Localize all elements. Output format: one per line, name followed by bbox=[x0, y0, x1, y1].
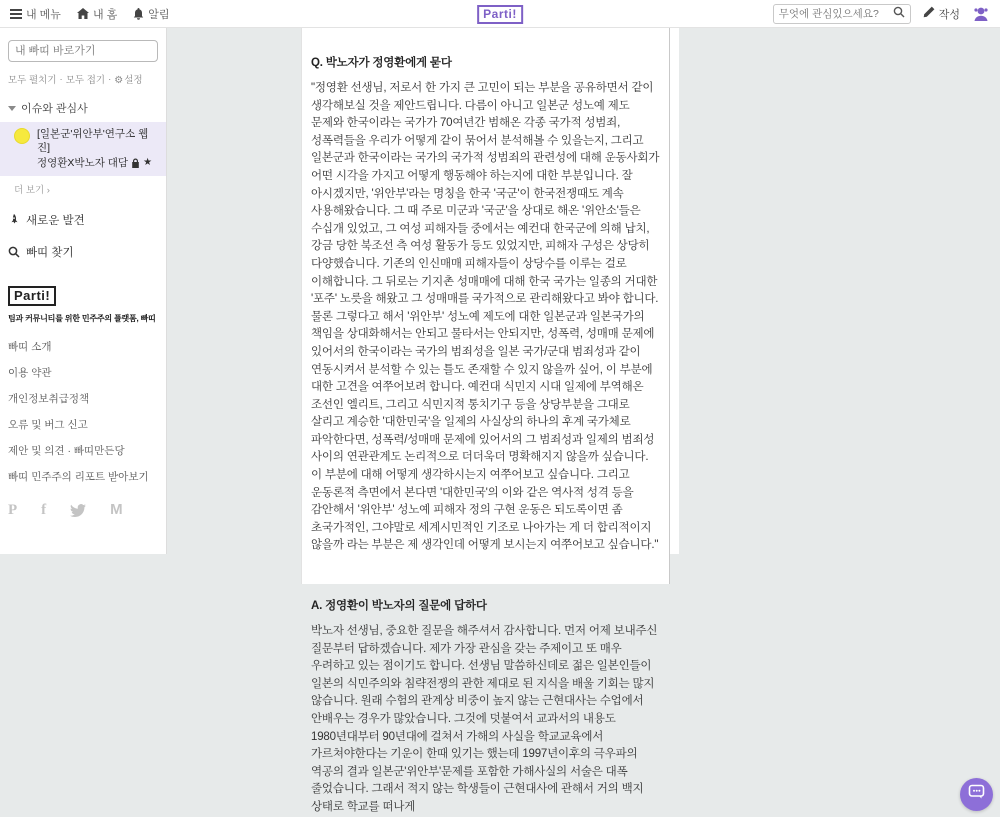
group-name-line1: [일본군'위안부'연구소 웹진] bbox=[37, 128, 149, 154]
left-sidebar bbox=[0, 28, 167, 554]
footer-link-bug-report[interactable]: 오류 및 버그 신고 bbox=[8, 419, 88, 431]
facebook-icon[interactable]: f bbox=[41, 502, 47, 518]
parti-footer-logo: Parti! bbox=[8, 286, 56, 306]
hamburger-icon bbox=[10, 9, 22, 19]
settings-button[interactable]: ⚙ 설정 bbox=[114, 72, 142, 86]
answer-heading: A. 정영환이 박노자의 질문에 답하다 bbox=[311, 600, 487, 613]
lock-icon bbox=[131, 158, 140, 168]
compose-button[interactable] bbox=[923, 6, 960, 22]
group-avatar bbox=[14, 128, 30, 144]
twitter-icon[interactable] bbox=[70, 504, 86, 517]
search-box[interactable] bbox=[773, 4, 911, 24]
sidebar-tools bbox=[8, 72, 158, 86]
rocket-icon bbox=[8, 214, 20, 226]
separator: · bbox=[59, 73, 63, 85]
chat-fab-button[interactable] bbox=[960, 778, 993, 811]
parti-tagline: 팀과 커뮤니티를 위한 민주주의 플랫폼, 빠띠 bbox=[8, 314, 156, 323]
chat-bubble-icon bbox=[968, 784, 985, 805]
compose-label: 작성 bbox=[938, 8, 960, 21]
my-home-label: 내 홈 bbox=[92, 8, 118, 21]
alerts-button[interactable] bbox=[133, 6, 169, 22]
discover-label: 새로운 발견 bbox=[26, 215, 85, 227]
search-icon bbox=[8, 246, 20, 258]
section-title: 이슈와 관심사 bbox=[21, 103, 88, 115]
footer-link-terms[interactable]: 이용 약관 bbox=[8, 367, 52, 379]
sidebar-item-selected-group[interactable] bbox=[0, 122, 166, 176]
star-icon bbox=[143, 155, 152, 170]
sidebar-item-discover[interactable] bbox=[8, 212, 158, 228]
my-parti-shortcut-input[interactable] bbox=[8, 40, 158, 62]
footer-link-privacy[interactable]: 개인정보취급정책 bbox=[8, 393, 90, 405]
gear-icon bbox=[114, 75, 124, 86]
chevron-down-icon bbox=[8, 106, 16, 111]
sidebar-item-find-parti[interactable] bbox=[8, 244, 158, 260]
bell-icon bbox=[133, 8, 144, 20]
find-parti-label: 빠띠 찾기 bbox=[26, 247, 74, 259]
group-name-line2: 정영환X박노자 대담 bbox=[37, 156, 129, 169]
parti-logo[interactable]: Parti! bbox=[477, 5, 523, 24]
sidebar-footer bbox=[8, 286, 158, 518]
more-button[interactable]: 더 보기 › bbox=[14, 182, 158, 196]
my-menu-button[interactable] bbox=[10, 6, 61, 22]
home-icon bbox=[77, 8, 89, 19]
parti-icon[interactable]: P bbox=[8, 502, 18, 518]
medium-icon[interactable]: M bbox=[110, 501, 123, 518]
separator: · bbox=[108, 73, 112, 85]
article-card bbox=[301, 28, 670, 813]
search-icon[interactable] bbox=[893, 5, 905, 23]
main-content-area bbox=[167, 28, 1000, 813]
footer-link-report-subscribe[interactable]: 빠띠 민주주의 리포트 받아보기 bbox=[8, 471, 149, 483]
expand-all-button[interactable]: 모두 펼치기 bbox=[8, 75, 57, 86]
my-home-button[interactable] bbox=[77, 6, 117, 22]
alerts-label: 알림 bbox=[148, 8, 170, 21]
footer-link-about[interactable]: 빠띠 소개 bbox=[8, 341, 52, 353]
question-heading: Q. 박노자가 정영환에게 묻다 bbox=[311, 57, 452, 69]
answer-body: 박노자 선생님, 중요한 질문을 해주셔서 감사합니다. 먼저 어제 보내주신 질문부터 답하겠습니다. 제가 가장 관심을 갖는 주제이고 또 매우 우려하고 있는 점이기도 합니다. 선생님 말씀하신데로 젊은 일본인들이 일본의 식민주의와 침략전쟁의 관한 제대로 된 지식을 배울 기회는 많지 않습니다. 원래 수험의 관계상 비중이 높지 않는 근현대사는 수업에서 안배우는 경우가 많았습니다. 그것에 덧붙여서 교과서의 내용도 1980년대부터 90년대에 걸쳐서 가해의 사실을 학교교육에서 가르쳐야한다는 기운이 한때 있기는 했는데 1997년이후의 극우파의 역공의 결과 일본군'위안부'문제를 포함한 가해사실의 서술은 대폭 줄었습니다. 그래서 적지 않는 학생들이 근현대사에 관해서 거의 백지 상태로 학교를 떠나게 bbox=[311, 625, 658, 813]
my-menu-label: 내 메뉴 bbox=[26, 8, 61, 21]
search-input[interactable] bbox=[779, 8, 893, 20]
collapse-all-button[interactable]: 모두 접기 bbox=[65, 75, 106, 86]
user-avatar[interactable] bbox=[972, 5, 990, 23]
article-card-edge bbox=[670, 28, 679, 554]
question-body: "정영환 선생님, 저로서 한 가지 큰 고민이 되는 부분을 공유하면서 같이 생각해보실 것을 제안드립니다. 다름이 아니고 일본군 성노예 제도 문제와 한국이라는 국가가 70여년간 범해온 각종 국가적 성범죄, 성폭력들을 우리가 어떻게 같이 묶어서 분석해볼 수 있을는지, 그리고 일본군과 한국이라는 국가의 국가적 성범죄의 관련성에 대해 운동사회가 어떤 시각을 가지고 어떻게 행동해야 하는지에 대한 부분입니다. 잘 아시겠지만, '위안부'라는 명칭을 한국 '국군'이 한국전쟁때도 계속 사용해왔습니다. 그 때 주로 미군과 '국군'을 상대로 해온 '위안소'들은 수십개 있었고, 그 여성 피해자들 중에서는 예컨대 한국군에 의해 납치, 강금 당한 북조선 측 여성 활동가 등도 있었지만, 피해자 구성은 상당히 다양했습니다. 기존의 인신매매 피해자들이 상당수를 이루는 걸로 이해합니다. 그 뒤로는 기지촌 성매매에 대해 한국 국가는 일종의 거대한 '포주' 노릇을 해왔고 그 성매매를 국가적으로 관리해왔다고 봐야 합니다. 물론 그렇다고 해서 '위안부' 성노예 제도에 대한 일본군과 일본국가의 책임을 상대화해서는 안되고 물타서는 안되지만, 성폭력, 성매매 문제에 있어서의 한국이라는 국가의 범죄성을 일본 국가/군대 범죄성과 같이 연동시켜서 분석할 수 있는 틀도 존재할 수 있지 않을까 싶어, 이 부분에 대한 고견을 여쭈어보려 합니다. 예컨대 식민지 시대 일제에 부역해온 조선인 엘리트, 그리고 식민지적 통치기구 등을 상당부분을 그대로 살리고 계승한 '대한민국'을 일제의 사실상의 하나의 후계 국가체로 파악한다면, 성폭력/성매매 문제에 있어서의 그 범죄성과 일제의 범죄성 사이의 연관관계도 논리적으로 더더욱더 명확해지지 않을까 싶습니다. 이 부분에 대해 어떻게 생각하시는지 여쭈어보고 싶습니다. 그리고 운동론적 측면에서 본다면 '대한민국'의 이와 같은 역사적 성격 등을 감안해서 '위안부' 성노예 피해자 정의 구현 운동은 되도록이면 좀 초국가적인, 그야말로 세계시민적인 기조로 나아가는 게 더 합리적이지 않을까 라는 부분은 제 생각인데 어떻게 보시는지 여쭈어보고 싶습니다." bbox=[311, 82, 660, 552]
section-issues-interests[interactable] bbox=[8, 100, 158, 116]
pencil-icon bbox=[923, 6, 935, 21]
footer-link-suggestions[interactable]: 제안 및 의견 · 빠띠만든당 bbox=[8, 445, 125, 457]
top-bar bbox=[0, 0, 1000, 28]
